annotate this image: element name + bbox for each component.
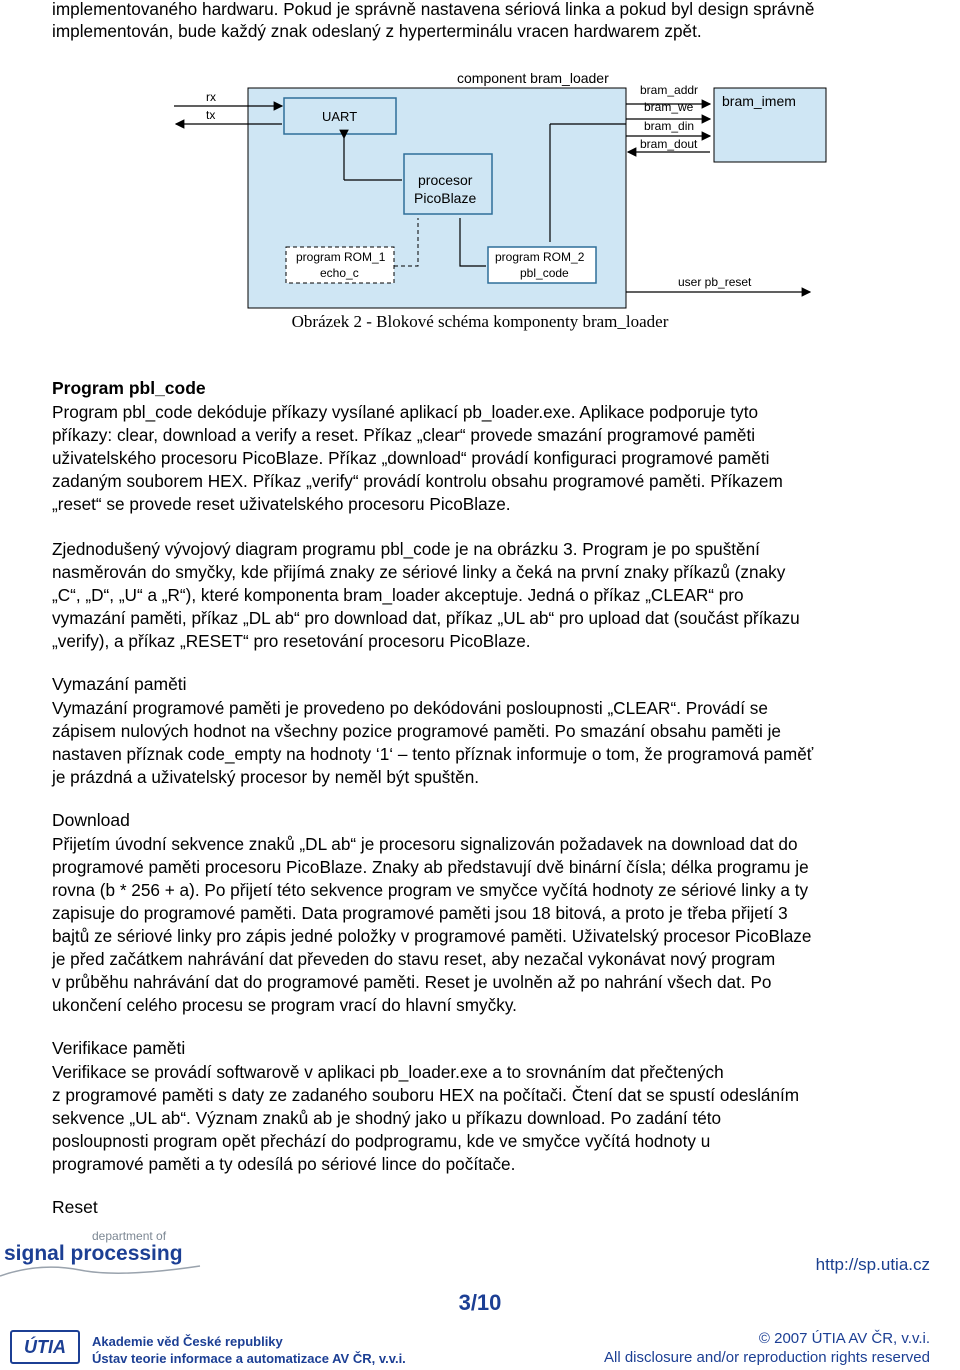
download-line: ukončení celého procesu se program vrací do hlavní smyčky. — [52, 995, 517, 1015]
clear-line: zápisem nulových hodnot na všechny pozice programové paměti. Po smazání obsahu paměti je — [52, 721, 781, 741]
rom2-label-1: program ROM_2 — [495, 250, 585, 264]
bram-we-label: bram_we — [644, 100, 694, 114]
verify-line: programové paměti a ty odesílá po sériové lince do počítače. — [52, 1154, 516, 1174]
copyright: © 2007 ÚTIA AV ČR, v.v.i. — [758, 1330, 930, 1347]
flow-line: „verify), a příkaz „RESET“ pro resetování procesoru PicoBlaze. — [52, 631, 531, 651]
download-line: bajtů ze sériové linky pro zápis jedné položky v programové paměti. Uživatelský procesor PicoBlaze — [52, 926, 812, 946]
utia-logo: ÚTIA — [10, 1330, 80, 1364]
reset-heading: Reset — [52, 1197, 98, 1217]
flow-line: vymazání paměti, příkaz „DL ab“ pro download dat, příkaz „UL ab“ pro upload dat (součást příkazu — [52, 608, 800, 628]
bram-addr-label: bram_addr — [640, 83, 699, 97]
figure-caption: Obrázek 2 - Blokové schéma komponenty bram_loader — [291, 312, 669, 331]
rom2-label-2: pbl_code — [520, 266, 569, 280]
verify-line: sekvence „UL ab“. Význam znaků ab je shodný jako u příkazu download. Po zadání této — [52, 1108, 722, 1128]
intro-line-1: implementovaného hardwaru. Pokud je správně nastavena sériová linka a pokud byl design správně — [52, 0, 815, 19]
processor-label-2: PicoBlaze — [414, 190, 477, 206]
academy-line-1: Akademie věd České republiky — [92, 1334, 283, 1349]
academy-line-2: Ústav teorie informace a automatizace AV ČR, v.v.i. — [92, 1351, 406, 1366]
flow-line: nasměrován do smyčky, kde přijímá znaky ze sériové linky a čeká na první znaky příkazů (znaky — [52, 562, 786, 582]
download-line: v průběhu nahrávání dat do programové paměti. Reset je uvolněn až po nahrání všech dat. Po — [52, 972, 772, 992]
download-line: Přijetím úvodní sekvence znaků „DL ab“ je procesoru signalizován požadavek na download dat do — [52, 834, 798, 854]
download-line: zapisuje do programové paměti. Data programové paměti jsou 18 bitová, a proto je třeba přijetí 3 — [52, 903, 788, 923]
flow-line: „C“, „D“, „U“ a „R“), které komponenta bram_loader akceptuje. Jedná o příkaz „CLEAR“ pro — [52, 585, 744, 605]
verify-line: Verifikace se provádí softwarově v aplikaci pb_loader.exe a to srovnáním dat přečtených — [52, 1062, 724, 1082]
bram-din-label: bram_din — [644, 119, 695, 133]
bram-imem-label: bram_imem — [722, 93, 796, 109]
pbl-line: zadaným souborem HEX. Příkaz „verify“ provádí kontrolu obsahu programové paměti. Příkazem — [52, 471, 783, 491]
svg-text:signal processing: signal processing — [4, 1242, 183, 1265]
clear-line: nastaven příznak code_empty na hodnoty ‘1‘ – tento příznak informuje o tom, že programová paměť — [52, 744, 814, 764]
rom1-label-1: program ROM_1 — [296, 250, 386, 264]
rom1-label-2: echo_c — [320, 266, 359, 280]
pbl-line: Program pbl_code dekóduje příkazy vysílané aplikací pb_loader.exe. Aplikace podporuje tyto — [52, 402, 759, 422]
pbl-line: příkazy: clear, download a verify a reset. Příkaz „clear“ provede smazání programové paměti — [52, 425, 756, 445]
verify-line: posloupnosti program opět přechází do podprogramu, kde ve smyčce vyčítá hodnoty u — [52, 1131, 711, 1151]
page-number: 3/10 — [458, 1290, 502, 1315]
flow-line: Zjednodušený vývojový diagram programu pbl_code je na obrázku 3. Program je po spuštění — [52, 539, 760, 559]
download-line: rovna (b * 256 + a). Po přijetí této sekvence program ve smyčce vyčítá hodnoty ze sériové linky a ty — [52, 880, 809, 900]
download-heading: Download — [52, 810, 130, 830]
block-diagram — [170, 62, 830, 312]
user-reset-label: user pb_reset — [678, 275, 752, 289]
rights-notice: All disclosure and/or reproduction rights reserved — [604, 1349, 930, 1366]
pbl-heading: Program pbl_code — [52, 378, 206, 398]
download-line: je před začátkem nahrávání dat převeden do stavu reset, aby nezačal vykonávat nový program — [52, 949, 776, 969]
website-link[interactable]: http://sp.utia.cz — [815, 1255, 930, 1274]
verify-heading: Verifikace paměti — [52, 1038, 186, 1058]
clear-line: Vymazání programové paměti je provedeno po dekódováni posloupnosti „CLEAR“. Provádí se — [52, 698, 768, 718]
component-label: component bram_loader — [457, 70, 609, 86]
clear-line: je prázdná a uživatelský procesor by neměl být spuštěn. — [52, 767, 480, 787]
signal-processing-logo — [0, 1226, 210, 1286]
clear-heading: Vymazání paměti — [52, 674, 187, 694]
uart-label: UART — [322, 109, 358, 124]
bram-dout-label: bram_dout — [640, 137, 698, 151]
svg-text:department of: department of — [92, 1229, 167, 1243]
download-line: programové paměti procesoru PicoBlaze. Znaky ab představují dvě binární čísla; délka programu je — [52, 857, 809, 877]
verify-line: z programové paměti s daty ze zadaného souboru HEX na počítači. Čtení dat se spustí odesláním — [52, 1085, 800, 1105]
pbl-line: uživatelského procesoru PicoBlaze. Příkaz „download“ provádí konfiguraci programové paměti — [52, 448, 770, 468]
intro-line-2: implementován, bude každý znak odeslaný z hyperterminálu vracen hardwarem zpět. — [52, 21, 702, 41]
pbl-line: „reset“ se provede reset uživatelského procesoru PicoBlaze. — [52, 494, 511, 514]
tx-label: tx — [206, 108, 216, 122]
processor-label-1: procesor — [418, 172, 473, 188]
rx-label: rx — [206, 90, 216, 104]
